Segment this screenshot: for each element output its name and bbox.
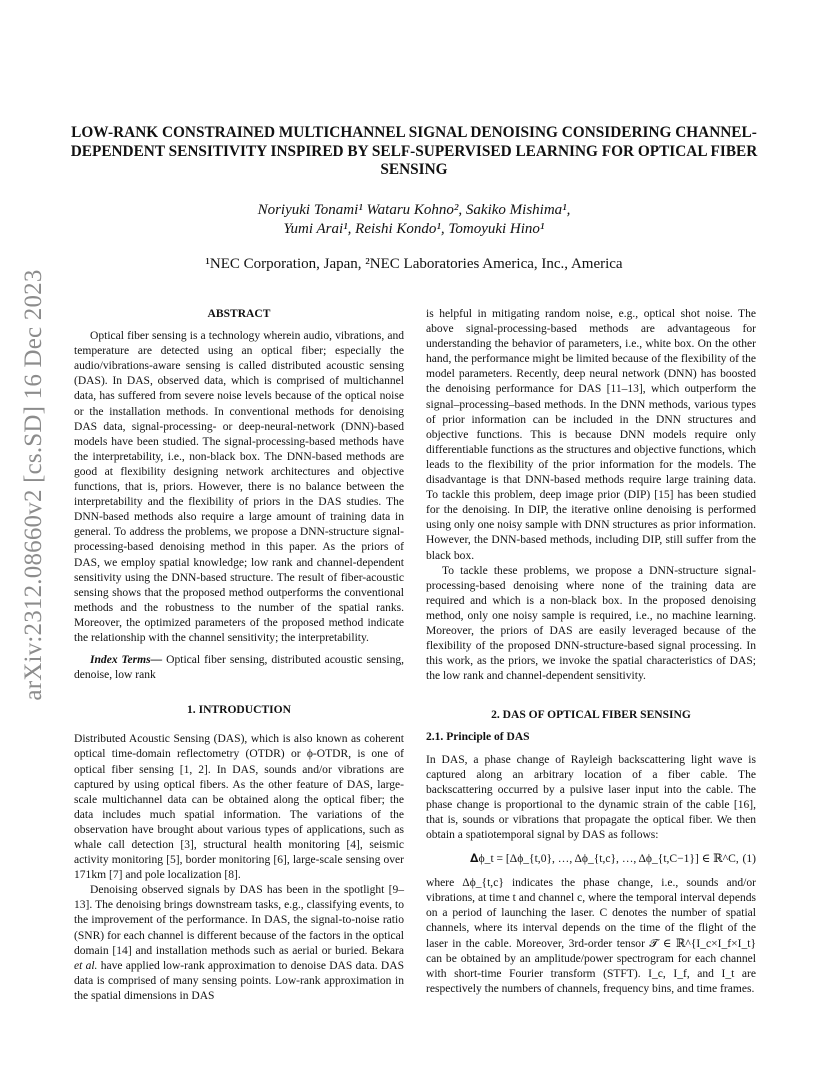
equation-number: (1) [742,853,756,866]
equation-1 [426,843,756,876]
abstract-text: Optical fiber sensing is a technology wherein audio, vibrations, and temperature are detected using an optical fiber; especially the audio/vibrations-aware sensing is called distributed acoustic sensing (DAS). In DAS, observed data, which is comprised of multichannel data, has suffered from severe noise levels because of the optical noise or the installation methods. In conventional methods for denoising DAS data, signal-processing- or deep-neural-network (DNN)-based models have been studied. The signal-processing-based methods have the interpretability, i.e., non-black box. The DNN-based methods are good at flexibility designing network architectures and objective functions, that is, priors. However, there is no balance between the interpretability and the flexibility of priors in the DAS studies. The DNN-based methods also require a large amount of training data in general. To address the problems, we propose a DNN-structure signal-processing-based denoising method in this paper. As the priors of DAS, we employ spatial knowledge; low rank and channel-dependent sensitivity using the DNN-based structure. The result of fiber-acoustic sensing shows that the proposed method outperforms the conventional methods and the robustness to the number of the spatial ranks. Moreover, the optimized parameters of the proposed method indicate the relationship with the channel sensitivity; the interpretability. [74,330,404,644]
intro-paragraph-1: Distributed Acoustic Sensing (DAS), which is also known as coherent optical time-domain reflectometry (OTDR) or ϕ-OTDR, is one of optical fiber sensing [1, 2]. In DAS, sounds and/or vibrations are captured by using optical fibers. As the other feature of DAS, large-scale multichannel data can be obtained along the optical fiber; the data includes much spatial information. The variations of the observation have brought about various types of applications, such as whale call detection [3], structural health monitoring [4], seismic activity monitoring [5], border monitoring [6], large-scale sensing over 171km [7] and pole localization [8]. [74,733,404,882]
arxiv-stamp-text: arXiv:2312.08660v2 [cs.SD] 16 Dec 2023 [20,269,47,701]
intro-paragraph-2: Denoising observed signals by DAS has been in the spotlight [9–13]. The denoising brings downstream tasks, e.g., classifying events, to the improvement of the performance. In DAS, the signal-to-noise ratio (SNR) for each channel is different because of the factors in the optical domain [14] and installation methods such as aerial or buried. Bekara et al. have applied low-rank approximation to denoise DAS data. DAS data is comprised of many sensing points. Low-rank approximation in the spatial dimensions in DAS [74,884,404,1002]
paper-title: LOW-RANK CONSTRAINED MULTICHANNEL SIGNAL DENOISING CONSIDERING CHANNEL-DEPENDENT SENSITIVITY INSPIRED BY SELF-SUPERVISED LEARNING FOR OPTICAL FIBER SENSING [70,124,758,178]
citation-link[interactable]: [16] [733,798,754,811]
citation-link[interactable]: [5] [166,854,180,867]
right-paragraph-4: where Δϕ_{t,c} indicates the phase change, i.e., sounds and/or vibrations, at time t and channel c, where the temporal interval depends on a period of launching the laser. C denotes the number of spatial channels, where its interval depends on the time of the flight of the laser in the cable. Moreover, 3rd-order tensor 𝓣 ∈ ℝ^{I_c×I_f×I_t} can be obtained by an amplitude/power spectrogram for each channel with short-time Fourier transform (STFT). I_c, I_f, and I_t are respectively the numbers of channels, frequency bins, and time frames. [426,877,756,995]
index-terms [74,653,404,683]
left-column [74,307,404,1004]
authors-line-1: Noriyuki Tonami¹ Wataru Kohno², Sakiko Mishima¹, [257,202,571,218]
arxiv-stamp [14,269,54,701]
equation-body: 𝚫ϕ_t = [Δϕ_{t,0}, …, Δϕ_{t,c}, …, Δϕ_{t,C−1}] ∈ ℝ^C, [470,853,739,866]
citation-link[interactable]: [6] [273,854,287,867]
authors-line-2: Yumi Arai¹, Reishi Kondo¹, Tomoyuki Hino¹ [283,221,545,237]
affiliation: ¹NEC Corporation, Japan, ²NEC Laboratories America, Inc., America [205,256,623,272]
right-paragraph-3: In DAS, a phase change of Rayleigh backscattering light wave is captured along an arbitrary location of a fiber cable. The backscattering occurred by a pulsive laser input into the cable. The phase change is proportional to the dynamic strain of the cable [16], that is, sounds or vibrations that propagate the optical fiber. We then obtain a spatiotemporal signal by DAS as follows: [426,753,756,841]
section-2-heading: 2. DAS OF OPTICAL FIBER SENSING [491,709,691,722]
index-terms-label: Index Terms— [90,654,163,667]
citation-link[interactable]: [3] [180,839,194,851]
citation-link[interactable]: [8] [224,869,238,882]
right-paragraph-1: is helpful in mitigating random noise, e.g., optical shot noise. The above signal-processing-based methods are advantageous for understanding the behavior of parameters, i.e., white box. On the other hand, the performance might be limited because of the flexibility of the model parameters. Recently, deep neural network (DNN) has boosted the denoising performance for DAS [11–13], which outperform the signal–processing–based methods. In the DNN methods, various types of prior information can be included in the DNN structures and objective functions. This is because DNN models require only differentiable functions as the structures and objective functions, which leads to the flexibility of the prior information for the models. The disadvantage is that DNN-based methods require large training data. To tackle this problem, deep image prior (DIP) [15] has been studied for the denoising. In DIP, the iterative online denoising is performed using only one noisy sample with DNN structures as prior information. However, the DNN-based methods, including DIP, still suffer from the black box. [426,308,756,562]
introduction-heading: 1. INTRODUCTION [187,704,291,717]
citation-link[interactable]: [7] [108,869,123,882]
index-terms-text: Optical fiber sensing, distributed acoustic sensing, denoise, low rank [74,654,404,682]
right-paragraph-2: To tackle these problems, we propose a DNN-structure signal-processing-based denoising where none of the training data are required and which is a non-black box. In the proposed denoising method, only one noisy sample is required, i.e., no machine learning. Moreover, the priors of DAS are easily leveraged because of the flexibility of the proposed DNN-structure-based signal processing. In this work, as the priors, we invoke the spatial characteristics of DAS; the low rank and channel-dependent sensitivity. [426,564,756,683]
citation-link[interactable]: [1, 2] [179,763,208,776]
right-column [426,307,756,997]
author-list [60,201,768,239]
subsection-2-1-heading: 2.1. Principle of DAS [426,731,530,744]
citation-link[interactable]: [4] [346,839,360,851]
citation-link[interactable]: [9–13] [74,884,404,912]
citation-link[interactable]: [15] [654,489,674,502]
citation-link[interactable]: [14] [112,944,132,957]
abstract-heading: ABSTRACT [207,308,271,320]
citation-link[interactable]: [11–13] [606,383,643,396]
